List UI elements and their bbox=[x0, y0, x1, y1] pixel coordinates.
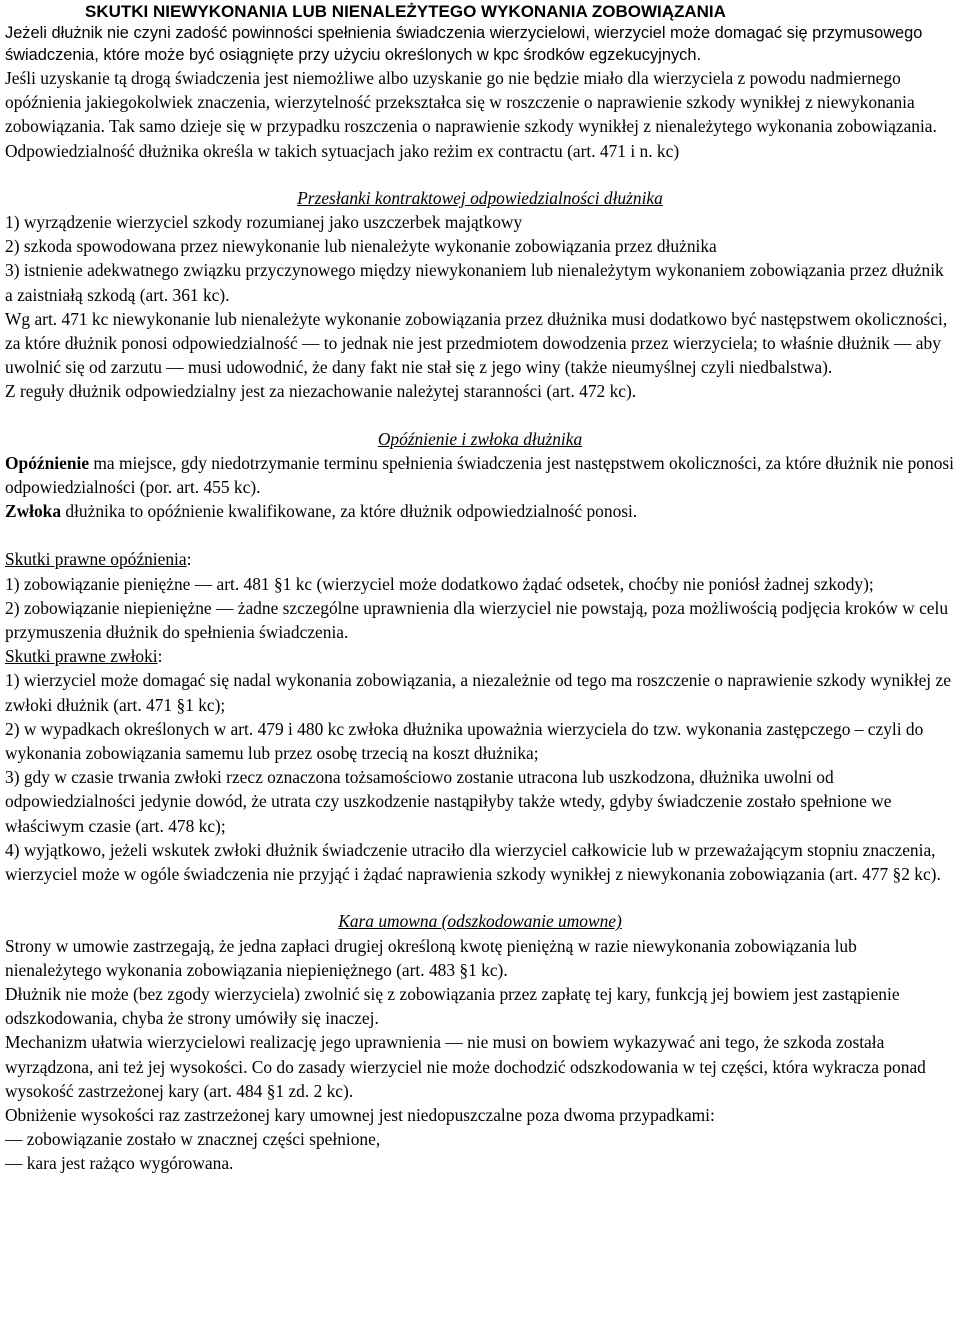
paragraph: Strony w umowie zastrzegają, że jedna zapłaci drugiej określoną kwotę pieniężną w razie niewykonania zobowiązania lub nienależytego wykonania zobowiązania niepieniężnego (art. 483 §1 kc). bbox=[5, 935, 857, 980]
list-item: 2) zobowiązanie niepieniężne — żadne szczególne uprawnienia dla wierzyciel nie powstają, poza możliwością podjęcia kroków w celu przymuszenia dłużnik do spełnienia świadczenia. bbox=[5, 597, 949, 643]
section-heading-premises: Przesłanki kontraktowej odpowiedzialności dłużnika bbox=[297, 187, 663, 208]
subheading-text: Skutki prawne zwłoki bbox=[5, 646, 158, 667]
section-heading-penalty: Kara umowna (odszkodowanie umowne) bbox=[338, 911, 622, 932]
subheading-default-effects: Skutki prawne zwłoki: bbox=[5, 646, 163, 667]
list-item: 1) wierzyciel może domagać się nadal wykonania zobowiązania, a niezależnie od tego ma roszczenie o naprawienie szkody wynikłej ze zwłoki dłużnik (art. 471 §1 kc); bbox=[5, 670, 951, 715]
intro-paragraph-sans: Jeżeli dłużnik nie czyni zadość powinności spełnienia świadczenia wierzycielowi, wierzyciel może domagać się przymusowego świadczenia, które może być osiągnięte przy użyciu określonych w kpc środków egzekucyjnych. bbox=[5, 24, 923, 64]
subheading-text: Skutki prawne opóźnienia bbox=[5, 549, 187, 570]
section-heading-delay: Opóźnienie i zwłoka dłużnika bbox=[377, 428, 583, 449]
paragraph: Dłużnik nie może (bez zgody wierzyciela) zwolnić się z zobowiązania przez zapłatę tej kary, funkcją jej bowiem jest zastąpienie odszkodowania, chyba że strony umówiły się inaczej. bbox=[5, 983, 900, 1029]
list-item: 1) wyrządzenie wierzyciel szkody rozumianej jako uszczerbek majątkowy bbox=[5, 212, 523, 233]
intro-paragraph-2: Odpowiedzialność dłużnika określa w takich sytuacjach jako reżim ex contractu (art. 471 i n. kc) bbox=[5, 140, 680, 161]
term-delay: Opóźnienie bbox=[5, 452, 90, 473]
list-item: 2) w wypadkach określonych w art. 479 i 480 kc zwłoka dłużnika upoważnia wierzyciela do tzw. wykonania zastępczego – czyli do wykonania zobowiązania samemu lub przez osobę trzecią na koszt dłużnika; bbox=[5, 718, 924, 764]
definition-text: dłużnika to opóźnienie kwalifikowane, za które dłużnik odpowiedzialność ponosi. bbox=[61, 501, 638, 522]
paragraph: Z reguły dłużnik odpowiedzialny jest za niezachowanie należytej staranności (art. 472 kc). bbox=[5, 381, 637, 402]
subheading-delay-effects: Skutki prawne opóźnienia: bbox=[5, 549, 192, 570]
list-item: 1) zobowiązanie pieniężne — art. 481 §1 kc (wierzyciel może dodatkowo żądać odsetek, choćby nie poniósł żadnej szkody); bbox=[5, 573, 874, 594]
definition-default bbox=[5, 499, 955, 523]
paragraph: Mechanizm ułatwia wierzycielowi realizację jego uprawnienia — nie musi on bowiem wykazywać ani tego, że szkoda została wyrządzona, ani też jej wysokości. Co do zasady wierzyciel nie może dochodzić odszkodowania w tej części, która wykracza ponad wysokość zastrzeżonej kary (art. 484 §1 zd. 2 kc). bbox=[5, 1032, 926, 1101]
list-item: 3) istnienie adekwatnego związku przyczynowego między niewykonaniem lub nienależytym wykonaniem zobowiązania przez dłużnik a zaistniałą szkodą (art. 361 kc). bbox=[5, 260, 944, 305]
definition-text: ma miejsce, gdy niedotrzymanie terminu spełnienia świadczenia jest następstwem okoliczności, za które dłużnik nie ponosi odpowiedzialności (por. art. 455 kc). bbox=[5, 452, 954, 498]
list-item: 3) gdy w czasie trwania zwłoki rzecz oznaczona tożsamościowo zostanie utracona lub uszkodzona, dłużnika uwolni od odpowiedzialności jedynie dowód, że utrata czy uszkodzenie nastąpiłyby także wtedy, gdyby świadczenie zostało spełnione we właściwym czasie (art. 478 kc); bbox=[5, 767, 892, 836]
term-default: Zwłoka bbox=[5, 501, 62, 522]
paragraph: Obniżenie wysokości raz zastrzeżonej kary umownej jest niedopuszczalne poza dwoma przypadkami: bbox=[5, 1104, 715, 1125]
list-item: 2) szkoda spowodowana przez niewykonanie lub nienależyte wykonanie zobowiązania przez dłużnika bbox=[5, 236, 717, 257]
list-item: — zobowiązanie zostało w znacznej części spełnione, bbox=[5, 1129, 381, 1150]
document-title: SKUTKI NIEWYKONANIA LUB NIENALEŻYTEGO WYKONANIA ZOBOWIĄZANIA bbox=[85, 2, 726, 21]
list-item: 4) wyjątkowo, jeżeli wskutek zwłoki dłużnik świadczenie utraciło dla wierzyciel całkowicie lub w przeważającym stopniu znaczenia, wierzyciel może w ogóle świadczenia nie przyjąć i żądać naprawienia szkody wynikłej z niewykonania zobowiązania (art. 477 §2 kc). bbox=[5, 839, 941, 885]
paragraph: Wg art. 471 kc niewykonanie lub nienależyte wykonanie zobowiązania przez dłużnika musi dodatkowo być następstwem okoliczności, za które dłużnik ponosi odpowiedzialność — to jednak nie jest przedmiotem dowodzenia przez wierzyciela; to właśnie dłużnik — aby uwolnić się od zarzutu — musi udowodnić, że dany fakt nie stał się z jego winy (także nieumyślnej czyli niedbalstwa). bbox=[5, 308, 948, 378]
intro-paragraph-1: Jeśli uzyskanie tą drogą świadczenia jest niemożliwe albo uzyskanie go nie będzie miało dla wierzyciela z powodu nadmiernego opóźnienia jakiegokolwiek znaczenia, wierzytelność przekształca się w roszczenie o naprawienie szkody wynikłej z niewykonania zobowiązania. Tak samo dzieje się w przypadku roszczenia o naprawienie szkody wynikłej z nienależytego wykonania zobowiązania. bbox=[5, 68, 937, 137]
definition-delay bbox=[5, 451, 955, 499]
list-item: — kara jest rażąco wygórowana. bbox=[5, 1153, 234, 1174]
